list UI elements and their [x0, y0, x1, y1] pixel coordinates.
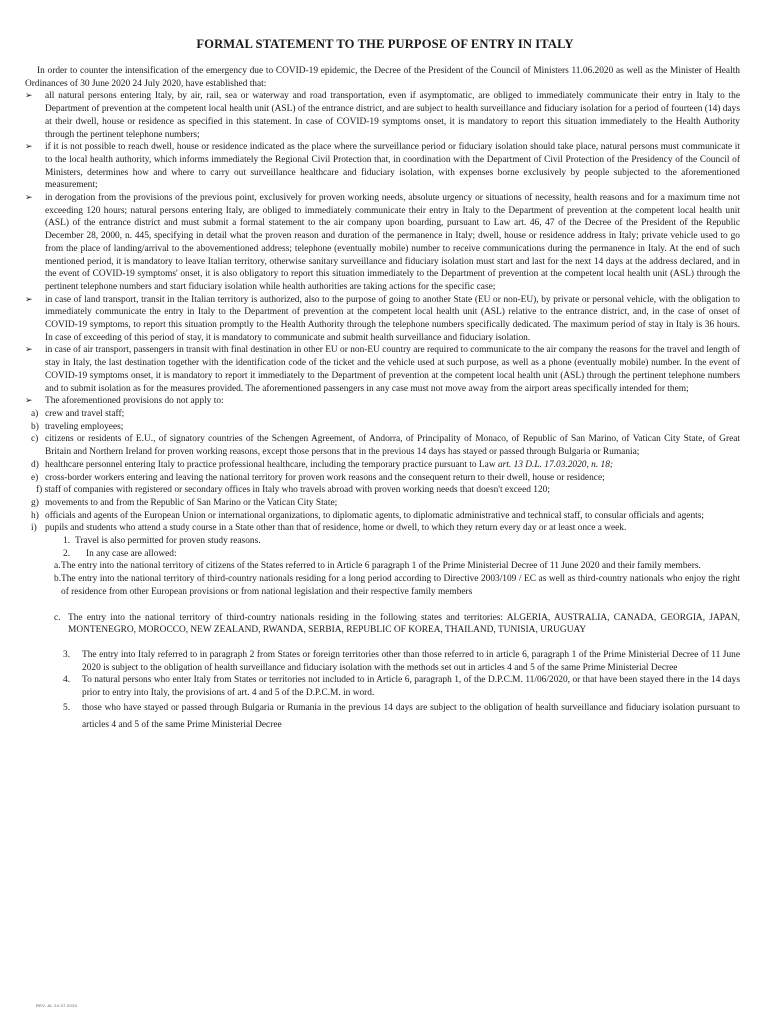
allowed-entry-item: a. The entry into the national territory of citizens of the States referred to in Article 6 paragraph 1 of the Prime Ministerial Decree of 11 June 2020 and their family members. [54, 561, 701, 572]
arrow-bullet-icon: ➢ [25, 396, 33, 407]
sub-numbered-item: 2. In any case are allowed: [63, 548, 177, 559]
arrow-list-item: ➢ all natural persons entering Italy, by air, rail, sea or waterway and road transportation, even if asymptomatic, are obliged to immediately communicate their entry in Italy to the Department of prevention at the competent local health unit (ASL) of the entrance district, and are subject to health surveillance and fiduciary isolation for a period of fourteen (14) days at their dwell, house or residence as specified in this statement. In case of COVID-19 symptoms onset, it is mandatory to report this situation immediately to the Health Authority through the pertinent telephone numbers; [25, 91, 740, 140]
exemption-item: h) officials and agents of the European Union or international organizations, to diplomatic agents, to diplomatic administrative and technical staff, to consular officials and agents; [31, 510, 705, 521]
final-numbered-item: 5. those who have stayed or passed through Bulgaria or Rumania in the previous 14 days are subject to the obligation of health surveillance and fiduciary isolation pursuant to articles 4 and 5 of the same Prime Ministerial Decree [63, 702, 740, 730]
document-title: FORMAL STATEMENT TO THE PURPOSE OF ENTRY IN ITALY [196, 37, 574, 51]
document-body [25, 65, 740, 734]
arrow-list-item: ➢ in derogation from the provisions of the previous point, exclusively for proven working needs, absolute urgency or situations of necessity, health reasons and for a maximum time not exceeding 120 hours; natural persons entering Italy, are obliged to immediately communicate their entry in Italy to the Department of prevention at the competent local health unit (ASL) of the entrance district and must submit a formal statement to the air company upon boarding, pursuant to Law art. 46, 47 of the Decree of the President of the Republic December 28, 2000, n. 445, specifying in detail what the proven reason and duration of the permanence in Italy; dwell, house or residence address in Italy; private vehicle used to go from the place of landing/arrival to the abovementioned address; telephone (eventually mobile) number to receive communications during the permanence in Italy. At the end of such mentioned period, it is mandatory to leave Italian territory, otherwise sanitary surveillance and fiduciary isolation must start and last for the next 14 days at the address declared, and in the event of COVID-19 symptoms' onset, it is also obligatory to report this situation immediately to the Department of prevention at the competent local health unit (ASL) through the pertinent telephone numbers and start fiduciary isolation while health authorities are taking actions for the specific case; [25, 193, 740, 292]
arrow-bullet-icon: ➢ [25, 142, 33, 153]
exemption-item: c) citizens or residents of E.U., of signatory countries of the Schengen Agreement, of Andorra, of Principality of Monaco, of Republic of San Marino, of Vatican City State, of Great Britain and Northern Ireland for proven working reasons, except those persons that in the previous 14 days has stayed or passed through Bulgaria or Rumania; [31, 434, 740, 458]
allowed-entry-item: b. The entry into the national territory of third-country nationals residing for a long period according to Directive 2003/109 / EC as well as third-country nationals who enjoy the right of residence from other European provisions or from national legislation and their respective family members [54, 574, 740, 597]
exemption-list [25, 408, 740, 535]
arrow-bullet-icon: ➢ [25, 345, 33, 356]
final-numbered-list [25, 649, 740, 734]
arrow-list-item: ➢ in case of land transport, transit in the Italian territory is authorized, also to the purpose of going to another State (EU or non-EU), by private or personal vehicle, with the obligation to immediately communicate the entry in Italy to the Department of prevention at the competent local health unit (ASL) relative to the entrance district, and, in the case of onset of COVID-19 symptoms, to report this situation promptly to the Health Authority through the telephone numbers specifically dedicated. The maximum period of stay in Italy is 36 hours. In case of exceeding of this period of stay, it is mandatory to communicate and submit health surveillance and fiduciary isolation. [25, 294, 740, 343]
exemption-item: b) traveling employees; [31, 421, 124, 432]
sub-numbered-item: 1. Travel is also permitted for proven study reasons. [63, 536, 261, 547]
arrow-list-item: ➢ in case of air transport, passengers in transit with final destination in other EU or non-EU country are required to communicate to the air company the reasons for the travel and length of stay in Italy, the last destination together with the identification code of the ticket and the vehicle used at such purpose, as well as a phone (eventually mobile) number. In the event of COVID-19 symptoms onset, it is mandatory to report it immediately to the Department of prevention at the competent local health unit (ASL) through the pertinent telephone numbers and to submit isolation as for the measures provided. The aforementioned passengers in any case must not move away from the airport areas specifically intended for them; [25, 345, 740, 394]
arrow-bullet-icon: ➢ [25, 193, 33, 204]
allowed-entries-list [25, 560, 740, 637]
exemption-item: e) cross-border workers entering and leaving the national territory for proven work reasons and the consequent return to their dwell, house or residence; [31, 472, 605, 483]
exemption-item: d) healthcare personnel entering Italy to practice professional healthcare, including the temporary practice pursuant to Law art. 13 D.L. 17.03.2020, n. 18; [31, 459, 614, 470]
spacer [25, 637, 740, 649]
spacer [25, 599, 740, 612]
revision-footer: REV. AL 24.07.2020 [36, 1003, 78, 1008]
arrow-list [25, 90, 740, 408]
exemption-item: i) pupils and students who attend a study course in a State other than that of residence, home or dwell, to which they return every day or at least once a week. [31, 523, 627, 534]
arrow-bullet-icon: ➢ [25, 294, 33, 305]
arrow-bullet-icon: ➢ [25, 91, 33, 102]
final-numbered-item: 4. To natural persons who enter Italy from States or territories not included to in Article 6, paragraph 1, of the D.P.C.M. 11/06/2020, or that have been stayed there in the 14 days prior to entry into Italy, the provisions of art. 4 and 5 of the D.P.C.M. in word. [63, 675, 740, 699]
arrow-list-item: ➢ The aforementioned provisions do not apply to: [25, 396, 224, 407]
intro-paragraph: In order to counter the intensification of the emergency due to COVID-19 epidemic, the Decree of the President of the Council of Ministers 11.06.2020 as well as the Minister of Health Ordinances of 30 June 2020 24 July 2020, have established that: [25, 66, 740, 89]
arrow-list-item: ➢ if it is not possible to reach dwell, house or residence indicated as the place where the surveillance period or fiduciary isolation should take place, natural persons must communicate it to the local health authority, which informs immediately the Regional Civil Protection that, in coordination with the Department of Civil Protection of the Presidency of the Council of Ministers, determines how and where to carry out surveillance healthcare and fiduciary isolation, with expenses borne exclusively by people subjected to the aforementioned measurement; [25, 142, 740, 191]
final-numbered-item: 3. The entry into Italy referred to in paragraph 2 from States or foreign territories other than those referred to in article 6, paragraph 1 of the Prime Ministerial Decree of 11 June 2020 is subject to the obligation of health surveillance and fiduciary isolation with the methods set out in articles 4 and 5 of the same Prime Ministerial Decree [63, 649, 740, 673]
exemption-item: a) crew and travel staff; [31, 408, 125, 419]
exemption-item: g) movements to and from the Republic of San Marino or the Vatican City State; [31, 497, 338, 508]
allowed-entry-item: c. The entry into the national territory of third-country nationals residing in the following states and territories: ALGERIA, AUSTRALIA, CANADA, GEORGIA, JAPAN, MONTENEGRO, MOROCCO, NEW ZEALAND, RWANDA, SERBIA, REPUBLIC OF KOREA, THAILAND, TUNISIA, URUGUAY [54, 612, 740, 636]
exemption-item: f) staff of companies with registered or secondary offices in Italy who travels abroad with proven working needs that doesn't exceed 120; [36, 485, 550, 496]
sub-numbered-list [25, 535, 740, 560]
